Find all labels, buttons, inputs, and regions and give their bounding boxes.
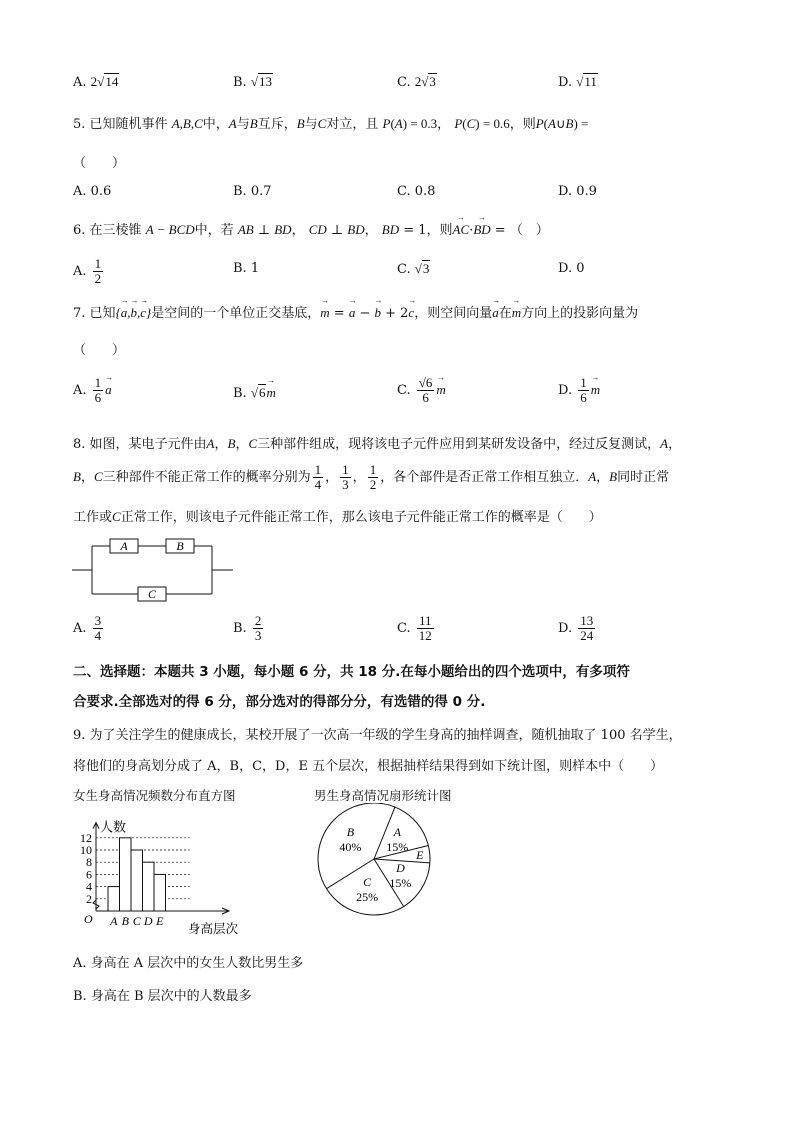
histogram-title: 女生身高情况频数分布直方图 xyxy=(73,788,236,803)
x-tick-label: A xyxy=(110,914,118,928)
q7-option-b: B. √6→ m xyxy=(233,385,276,401)
pie-label-C: C xyxy=(363,875,372,890)
q8-line1: 8. 如图，某电子元件由A，B，C三种部件组成，现将该电子元件应用到某研发设备中，经过反复测试，A， xyxy=(73,436,682,452)
q6-option-c: C. √3 xyxy=(397,261,430,277)
q7-blank: （ ） xyxy=(73,343,126,358)
x-tick-label: C xyxy=(132,914,141,928)
q8-option-d: D. $\frac{13}{24}$ xyxy=(558,613,594,643)
q8-option-b: B. $\frac{2}{3}$ xyxy=(233,613,262,643)
q6-option-b: B. 1 xyxy=(233,261,260,276)
y-tick-label: 6 xyxy=(86,867,92,882)
pie-percent-B: 40% xyxy=(339,840,362,855)
q5-blank: （ ） xyxy=(73,156,126,171)
q9-line2: 将他们的身高划分成了 A，B，C，D，E 五个层次，根据抽样结果得到如下统计图，则样本中（ ） xyxy=(73,759,664,774)
bar-E xyxy=(154,874,166,911)
q8-option-c: C. $\frac{11}{12}$ xyxy=(397,613,432,643)
q4-option-c: C. 2√3 xyxy=(397,74,436,90)
y-axis-label: 人数 xyxy=(100,820,127,836)
y-tick-label: 10 xyxy=(80,843,92,857)
q7-option-d: D. $\frac{1}{6}$ → m xyxy=(558,376,600,405)
male-height-pie-chart xyxy=(312,803,452,923)
q7-option-a: A. $\frac{1}{6}$ → a xyxy=(73,376,112,405)
q6-option-a: A. $\frac{1}{2}$ xyxy=(73,256,102,286)
bar-A xyxy=(108,887,120,911)
y-tick-label: 8 xyxy=(86,855,92,870)
q7-option-c: C. $\frac{√6}{6}$ → m xyxy=(397,376,446,405)
q9-line1: 9. 为了关注学生的健康成长，某校开展了一次高一年级的学生身高的抽样调查，随机抽取了 100 名学生， xyxy=(73,728,682,743)
q5-option-b: B. 0.7 xyxy=(233,184,272,199)
q4-option-d: D. √11 xyxy=(558,74,597,90)
x-tick-label: E xyxy=(156,914,164,928)
pie-label-B: B xyxy=(346,825,355,840)
q6-stem: 6. 在三棱锥 A − BCD中，若 AB ⊥ BD， CD ⊥ BD， BD = 1，则→ AC·→ BD = （ ） xyxy=(73,219,549,238)
y-tick-label: 4 xyxy=(86,879,92,894)
pie-label-D: D xyxy=(396,860,405,875)
q8-line3: 工作或C正常工作，则该电子元件能正常工作，那么该电子元件能正常工作的概率是（ ） xyxy=(73,509,602,525)
pie-title: 男生身高情况扇形统计图 xyxy=(314,788,452,803)
x-tick-label: D xyxy=(143,914,153,928)
female-height-histogram xyxy=(70,803,270,943)
q9-option-b: B. 身高在 B 层次中的人数最多 xyxy=(73,989,252,1004)
y-tick-label: 12 xyxy=(80,830,92,845)
q8-circuit-diagram xyxy=(70,533,240,605)
x-axis-label: 身高层次 xyxy=(188,921,239,936)
y-tick-label: 2 xyxy=(86,891,92,906)
x-tick-label: B xyxy=(121,914,129,928)
pie-label-A: A xyxy=(393,824,401,839)
origin-label: O xyxy=(84,912,93,926)
bar-D xyxy=(143,862,155,911)
q9-option-a: A. 身高在 A 层次中的女生人数比男生多 xyxy=(73,956,304,971)
bar-C xyxy=(131,850,143,911)
q5-option-c: C. 0.8 xyxy=(397,184,436,199)
q4-option-a: A. 2√14 xyxy=(73,74,119,90)
section2-heading-line2: 合要求.全部选对的得 6 分，部分选对的得部分分，有选错的得 0 分. xyxy=(73,694,486,710)
q5-option-d: D. 0.9 xyxy=(558,184,597,199)
q5-option-a: A. 0.6 xyxy=(73,184,112,199)
q5-stem: 5. 已知随机事件 A,B,C中，A与B互斥，B与C对立，且 P(A) = 0.3， P(C) = 0.6，则P(A∪B) = xyxy=(73,116,589,132)
circuit-label-c: C xyxy=(147,587,157,601)
circuit-label-b: B xyxy=(176,539,184,553)
pie-label-E: E xyxy=(416,847,424,862)
q7-stem: 7. 已知{→ a,→ b,→ c}是空间的一个单位正交基底，→ m = → a − → b + 2→ c，则空间向量→ a在→ m方向上的投影向量为 xyxy=(73,302,638,321)
pie-percent-A: 15% xyxy=(386,839,409,854)
q4-option-b: B. √13 xyxy=(233,74,272,90)
section2-heading-line1: 二、选择题：本题共 3 小题，每小题 6 分，共 18 分.在每小题给出的四个选项中，有多项符 xyxy=(73,664,630,680)
bar-B xyxy=(120,838,132,911)
q8-line2: B，C三种部件不能正常工作的概率分别为 $\frac{1}{4}$ ， $\frac{1}{3}$ ， $\frac{1}{2}$ ，各个部件是否正常工作相互独立．A，B同时正常 xyxy=(73,462,670,492)
pie-percent-D: 15% xyxy=(389,875,412,890)
pie-percent-C: 25% xyxy=(356,890,379,905)
q8-option-a: A. $\frac{3}{4}$ xyxy=(73,613,102,643)
q6-option-d: D. 0 xyxy=(558,261,585,276)
circuit-label-a: A xyxy=(120,539,128,553)
